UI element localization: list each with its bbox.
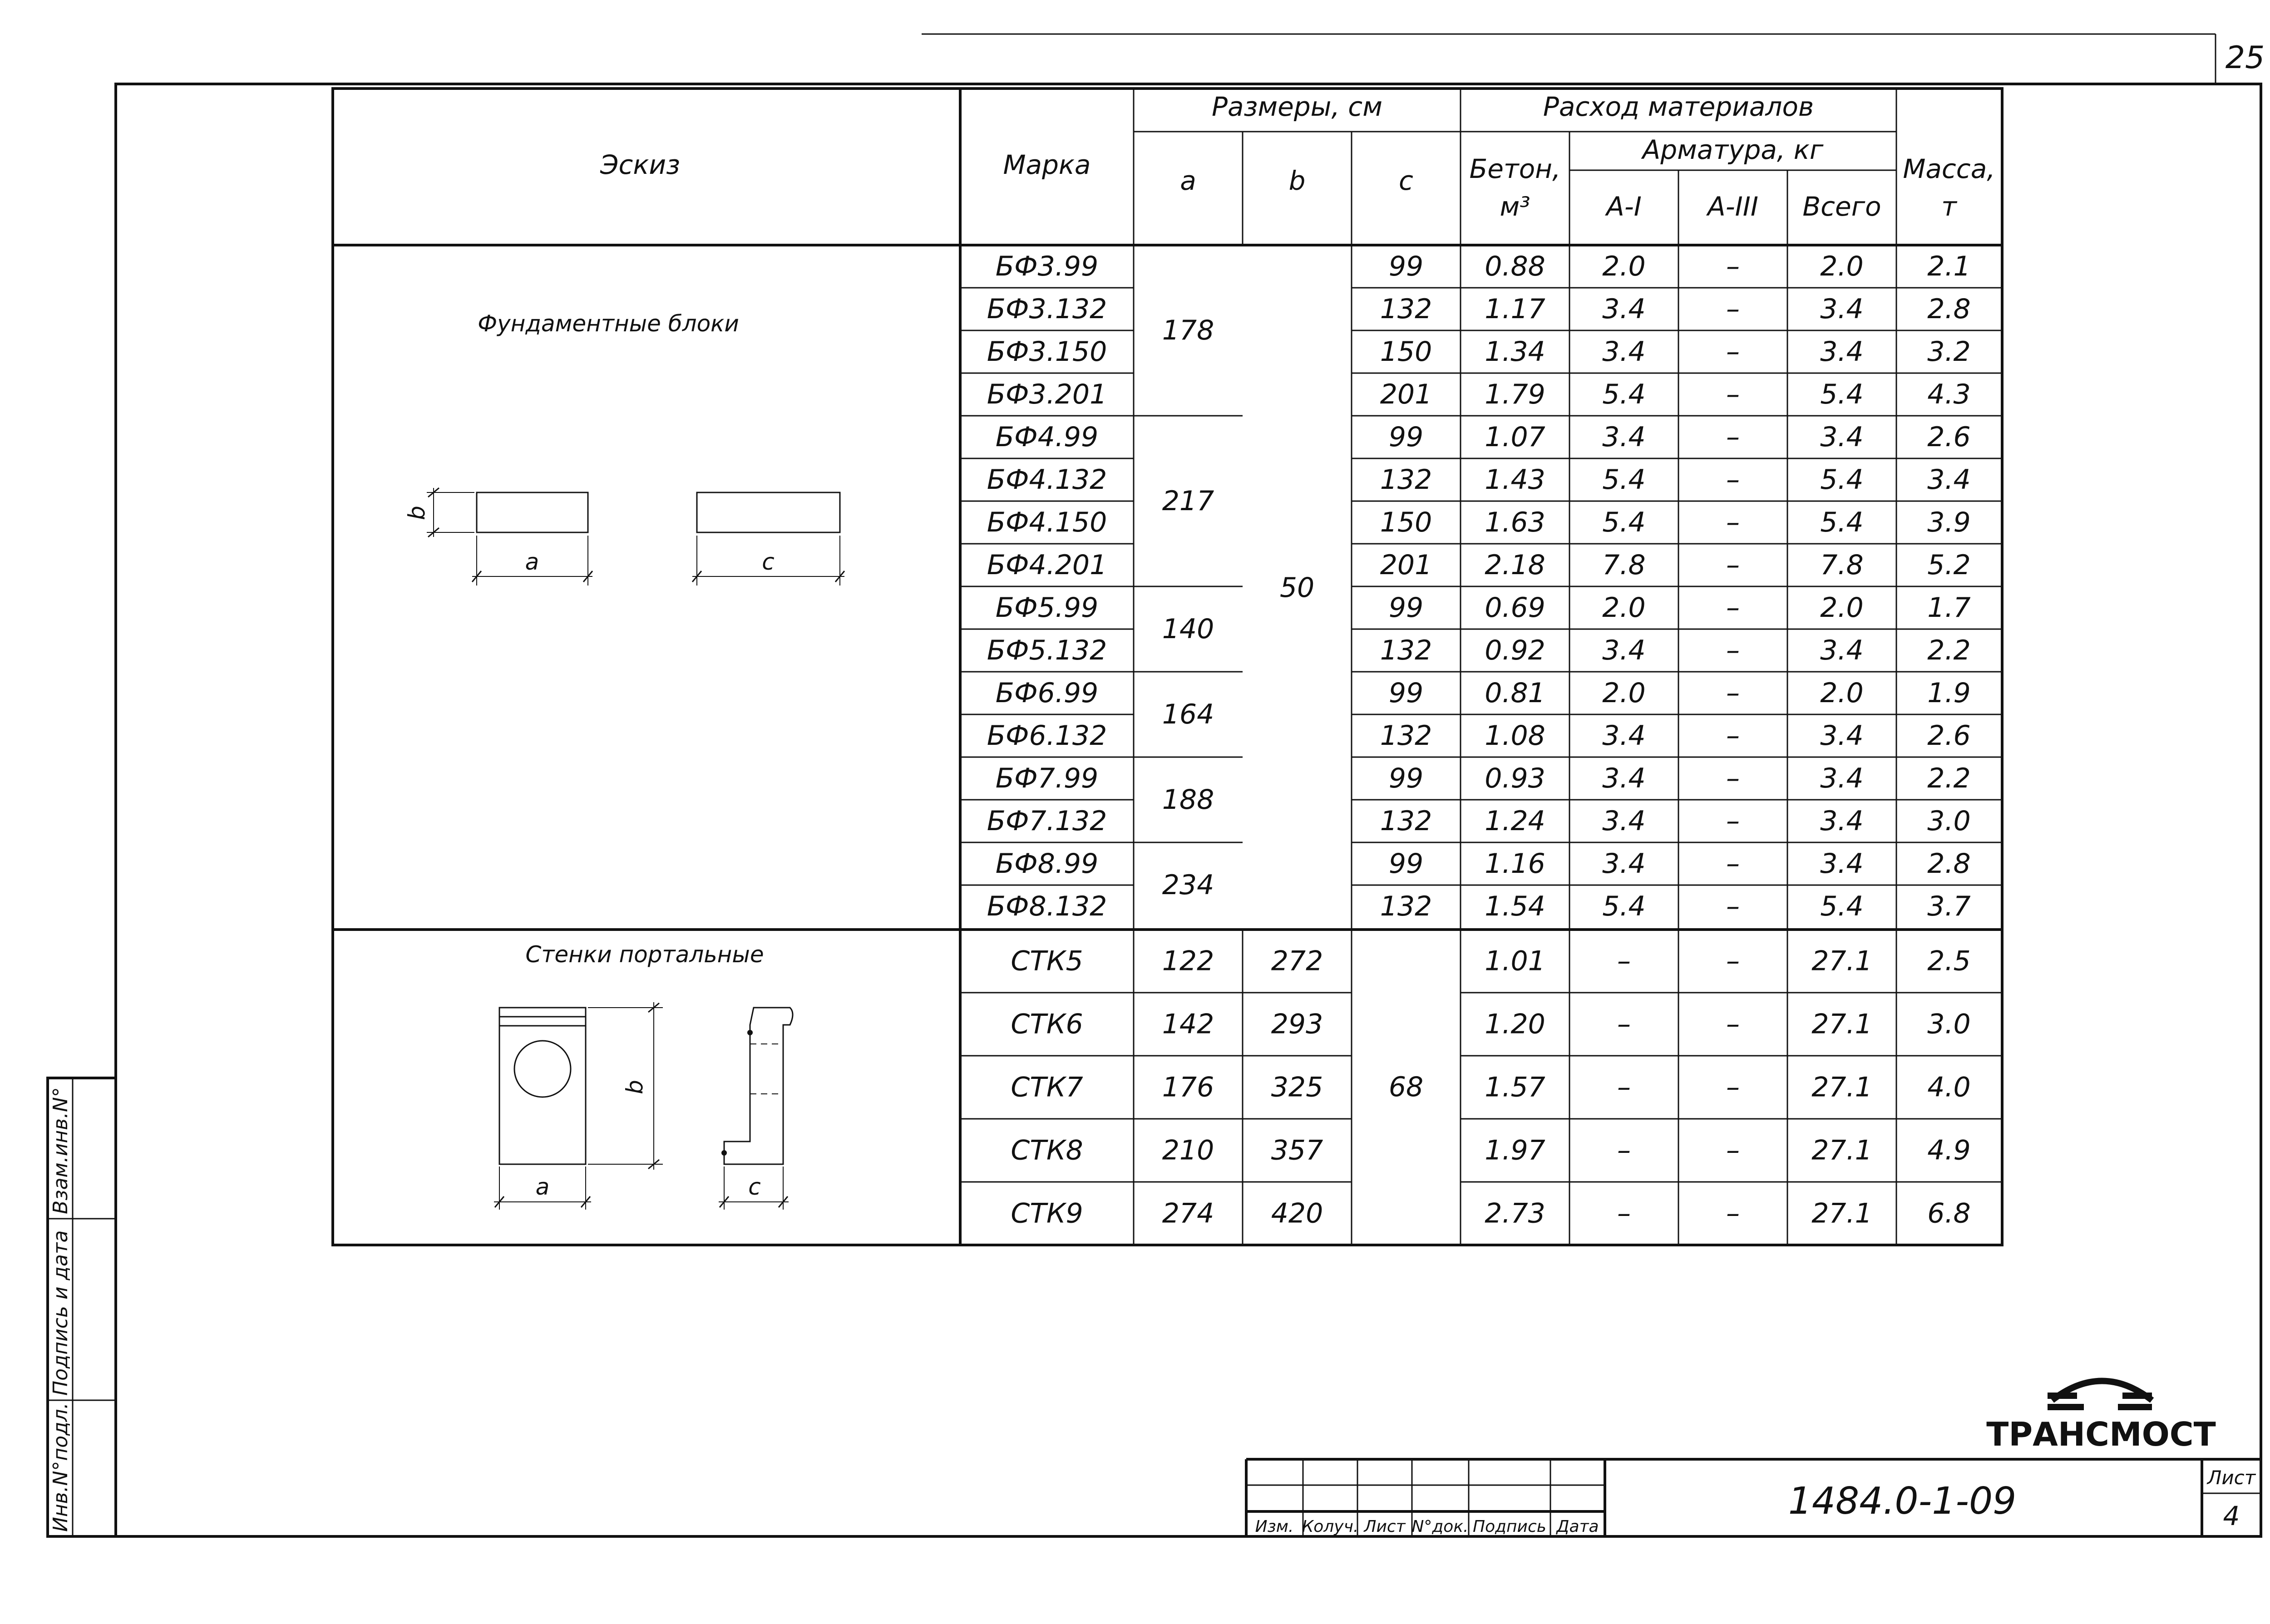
cell-concrete: 1.01 (1485, 945, 1545, 977)
cell-merged-a: 164 (1162, 699, 1214, 730)
cell-concrete: 0.81 (1485, 677, 1545, 709)
cell-mark: БФ7.99 (995, 763, 1099, 794)
cell-rebar-total: 5.4 (1820, 507, 1864, 538)
cell-rebar-a3: – (1726, 1134, 1740, 1166)
header-dimensions: Размеры, см (1212, 91, 1382, 122)
header-materials: Расход материалов (1543, 91, 1814, 122)
cell-rebar-a1: 3.4 (1602, 763, 1646, 794)
cell-rebar-a1: 5.4 (1602, 507, 1646, 538)
cell-mass: 2.5 (1927, 945, 1971, 977)
doc-code: 1484.0-1-09 (1788, 1480, 2017, 1523)
cell-rebar-total: 3.4 (1820, 336, 1864, 368)
cell-concrete: 1.17 (1485, 293, 1545, 325)
cell-dim-c: 99 (1388, 763, 1424, 794)
sketch-foundation-block-ab (404, 488, 592, 586)
sketch-portal-wall-front (494, 1002, 663, 1210)
cell-mass: 1.7 (1927, 592, 1971, 624)
cell-rebar-total: 27.1 (1811, 1134, 1872, 1166)
cell-dim-c: 99 (1388, 677, 1424, 709)
cell-rebar-a3: – (1726, 379, 1740, 410)
cell-rebar-a3: – (1726, 891, 1740, 922)
cell-mark: БФ5.132 (987, 635, 1107, 666)
pipe-opening (514, 1041, 571, 1097)
cell-mass: 3.0 (1927, 1008, 1971, 1040)
cell-concrete: 1.79 (1485, 379, 1545, 410)
cell-rebar-a1: 3.4 (1602, 336, 1646, 368)
cell-mark: БФ3.201 (987, 379, 1107, 410)
cell-rebar-total: 3.4 (1820, 848, 1864, 880)
cell-mass: 3.2 (1927, 336, 1971, 368)
cell-concrete: 0.92 (1485, 635, 1545, 666)
cell-dim-c: 132 (1380, 720, 1432, 752)
cell-concrete: 1.16 (1485, 848, 1545, 880)
cell-merged-a: 234 (1162, 869, 1214, 901)
cell-merged-a: 140 (1162, 613, 1214, 645)
cell-rebar-a3: – (1726, 293, 1740, 325)
cell-mass: 3.4 (1927, 464, 1971, 496)
header-mass: Масса, (1903, 153, 1995, 184)
cell-concrete: 0.93 (1485, 763, 1545, 794)
cell-mass: 6.8 (1927, 1197, 1971, 1230)
merged-b-foundation: 50 (1279, 572, 1315, 604)
cell-dim-c: 132 (1380, 891, 1432, 922)
cell-rebar-a3: – (1726, 549, 1740, 581)
cell-rebar-total: 5.4 (1820, 891, 1864, 922)
cell-rebar-a3: – (1726, 336, 1740, 368)
cell-rebar-total: 5.4 (1820, 379, 1864, 410)
cell-mass: 3.7 (1927, 891, 1971, 922)
cell-concrete: 1.08 (1485, 720, 1545, 752)
cell-mass: 3.9 (1927, 507, 1971, 538)
cell-rebar-a1: – (1617, 1008, 1631, 1040)
cell-merged-a: 178 (1162, 315, 1214, 346)
cell-mark: БФ4.132 (987, 464, 1107, 496)
cell-rebar-total: 3.4 (1820, 421, 1864, 453)
cell-concrete: 1.07 (1485, 421, 1545, 453)
cell-merged-a: 217 (1162, 485, 1214, 517)
cell-rebar-total: 2.0 (1820, 251, 1864, 282)
label-c: c (762, 549, 775, 575)
header-rebar-a3: А-III (1707, 191, 1758, 222)
cell-rebar-a1: 5.4 (1602, 464, 1646, 496)
cell-mass: 5.2 (1927, 549, 1971, 581)
cell-rebar-total: 27.1 (1811, 1197, 1872, 1230)
cell-rebar-a3: – (1726, 848, 1740, 880)
cell-rebar-a1: 5.4 (1602, 379, 1646, 410)
cell-dim-c: 132 (1380, 635, 1432, 666)
sheet-label: Лист (2207, 1467, 2256, 1489)
header-rebar-total: Всего (1802, 191, 1881, 222)
cell-rebar-a3: – (1726, 1071, 1740, 1103)
side-stamp-inv-label: Инв.N°подл. (49, 1403, 72, 1532)
cell-mass: 4.0 (1927, 1071, 1971, 1103)
cell-dim-a: 122 (1162, 945, 1214, 977)
cell-mass: 2.6 (1927, 421, 1971, 453)
cell-rebar-a1: – (1617, 1071, 1631, 1103)
cell-rebar-a3: – (1726, 635, 1740, 666)
cell-concrete: 1.63 (1485, 507, 1545, 538)
cell-mass: 4.3 (1927, 379, 1971, 410)
cell-mark: БФ3.150 (987, 336, 1107, 368)
cell-rebar-a3: – (1726, 1008, 1740, 1040)
wall-profile-outline (724, 1008, 793, 1164)
header-dim-a: a (1180, 165, 1196, 196)
cell-dim-c: 132 (1380, 293, 1432, 325)
cell-dim-c: 99 (1388, 848, 1424, 880)
cell-mark: СТК5 (1011, 945, 1083, 977)
cell-mass: 2.8 (1927, 293, 1971, 325)
cell-rebar-total: 3.4 (1820, 720, 1864, 752)
cell-dim-c: 201 (1380, 549, 1432, 581)
cell-mark: БФ4.99 (995, 421, 1099, 453)
cell-concrete: 2.18 (1485, 549, 1545, 581)
cell-mark: БФ3.99 (995, 251, 1099, 282)
cell-mark: СТК9 (1011, 1197, 1083, 1230)
cell-rebar-a1: 2.0 (1602, 677, 1646, 709)
cell-dim-c: 132 (1380, 464, 1432, 496)
sketch-foundation-block-c (692, 492, 844, 586)
cell-rebar-a3: – (1726, 421, 1740, 453)
cell-concrete: 0.69 (1485, 592, 1545, 624)
cell-mark: БФ7.132 (987, 805, 1107, 837)
cell-rebar-a3: – (1726, 507, 1740, 538)
title-block (1246, 1459, 2261, 1536)
cell-mark: БФ6.99 (995, 677, 1099, 709)
cell-dim-a: 142 (1162, 1008, 1214, 1040)
cell-rebar-a3: – (1726, 1197, 1740, 1230)
block-outline (697, 492, 840, 532)
cell-dim-a: 176 (1162, 1071, 1214, 1103)
cell-mass: 1.9 (1927, 677, 1971, 709)
cell-mark: БФ8.99 (995, 848, 1099, 880)
cell-rebar-total: 27.1 (1811, 945, 1872, 977)
logo-text: ТРАНСМОСТ (1986, 1415, 2216, 1453)
cell-mass: 3.0 (1927, 805, 1971, 837)
cell-mark: СТК6 (1011, 1008, 1083, 1040)
cell-rebar-total: 3.4 (1820, 805, 1864, 837)
merged-c-portal: 68 (1388, 1071, 1424, 1103)
sketch-portal-wall-profile (719, 1008, 793, 1210)
cell-rebar-a3: – (1726, 464, 1740, 496)
label-b: b (404, 506, 430, 520)
cell-rebar-a3: – (1726, 945, 1740, 977)
cell-concrete: 2.73 (1485, 1197, 1545, 1230)
cell-rebar-total: 3.4 (1820, 293, 1864, 325)
cell-dim-b: 357 (1271, 1134, 1323, 1166)
cell-dim-c: 150 (1380, 336, 1432, 368)
cell-dim-b: 325 (1271, 1071, 1323, 1103)
cell-rebar-a3: – (1726, 763, 1740, 794)
cell-concrete: 1.43 (1485, 464, 1545, 496)
cell-dim-c: 201 (1380, 379, 1432, 410)
cell-rebar-total: 5.4 (1820, 464, 1864, 496)
cell-rebar-a1: 2.0 (1602, 592, 1646, 624)
cell-mass: 2.2 (1927, 763, 1971, 794)
side-stamp (48, 1078, 116, 1536)
cell-rebar-total: 3.4 (1820, 763, 1864, 794)
cell-concrete: 0.88 (1485, 251, 1545, 282)
cell-mark: БФ4.150 (987, 507, 1107, 538)
block-outline (477, 492, 588, 532)
cell-rebar-a1: – (1617, 1197, 1631, 1230)
header-mass-unit: т (1941, 191, 1957, 222)
cell-dim-b: 420 (1271, 1197, 1323, 1230)
tb-col-izm: Изм. (1255, 1517, 1294, 1536)
tb-col-podpis: Подпись (1473, 1517, 1546, 1536)
header-dim-b: b (1288, 165, 1306, 196)
label-b: b (622, 1080, 648, 1094)
tb-col-list: Лист (1364, 1517, 1406, 1536)
cell-rebar-a3: – (1726, 720, 1740, 752)
cell-mark: СТК8 (1011, 1134, 1083, 1166)
cell-mass: 2.6 (1927, 720, 1971, 752)
cell-mass: 2.2 (1927, 635, 1971, 666)
cell-mark: БФ3.132 (987, 293, 1107, 325)
cell-dim-a: 210 (1162, 1134, 1214, 1166)
header-mark: Марка (1003, 149, 1091, 180)
page-number: 25 (2225, 40, 2265, 76)
transmost-logo (1986, 1381, 2216, 1454)
cell-rebar-a3: – (1726, 251, 1740, 282)
cell-concrete: 1.54 (1485, 891, 1545, 922)
cell-dim-c: 99 (1388, 251, 1424, 282)
table-cells (987, 251, 1971, 1230)
cell-rebar-total: 2.0 (1820, 592, 1864, 624)
cell-rebar-a1: 3.4 (1602, 421, 1646, 453)
cell-mass: 2.8 (1927, 848, 1971, 880)
cell-rebar-a1: 3.4 (1602, 805, 1646, 837)
cell-mass: 4.9 (1927, 1134, 1971, 1166)
anchor-mark (721, 1150, 727, 1156)
cell-concrete: 1.97 (1485, 1134, 1545, 1166)
cell-rebar-a3: – (1726, 592, 1740, 624)
cell-concrete: 1.57 (1485, 1071, 1545, 1103)
cell-rebar-a1: 2.0 (1602, 251, 1646, 282)
cell-rebar-a1: – (1617, 945, 1631, 977)
cell-merged-a: 188 (1162, 784, 1214, 816)
cell-mass: 2.1 (1927, 251, 1971, 282)
cell-dim-c: 150 (1380, 507, 1432, 538)
cell-rebar-total: 3.4 (1820, 635, 1864, 666)
cell-dim-b: 272 (1271, 945, 1323, 977)
tb-col-ndok: N°док. (1411, 1517, 1469, 1536)
sheet-number: 4 (2223, 1501, 2240, 1531)
header-concrete: Бетон, (1469, 153, 1561, 184)
header-rebar: Арматура, кг (1642, 134, 1824, 165)
cell-rebar-a3: – (1726, 805, 1740, 837)
cell-dim-c: 99 (1388, 592, 1424, 624)
cell-mark: СТК7 (1011, 1071, 1083, 1103)
tb-col-koluch: Колуч. (1302, 1517, 1359, 1536)
side-stamp-replace-label: Взам.инв.N° (49, 1087, 72, 1214)
cell-rebar-a1: 3.4 (1602, 635, 1646, 666)
cell-mark: БФ8.132 (987, 891, 1107, 922)
cell-rebar-a1: 3.4 (1602, 848, 1646, 880)
cell-dim-c: 132 (1380, 805, 1432, 837)
header-dim-c: c (1399, 165, 1413, 196)
cell-dim-b: 293 (1271, 1008, 1323, 1040)
header-concrete-unit: м³ (1500, 191, 1530, 222)
cell-rebar-total: 2.0 (1820, 677, 1864, 709)
label-a: a (535, 1174, 550, 1200)
cell-rebar-total: 27.1 (1811, 1008, 1872, 1040)
group-title-foundation: Фундаментные блоки (478, 310, 739, 337)
cell-mark: БФ6.132 (987, 720, 1107, 752)
cell-dim-a: 274 (1162, 1197, 1214, 1230)
header-sketch: Эскиз (600, 149, 680, 180)
wall-outline (499, 1008, 586, 1164)
cell-rebar-a1: 3.4 (1602, 720, 1646, 752)
anchor-mark (747, 1030, 753, 1035)
cell-concrete: 1.20 (1485, 1008, 1545, 1040)
cell-rebar-a1: 5.4 (1602, 891, 1646, 922)
cell-dim-c: 99 (1388, 421, 1424, 453)
tb-col-data: Дата (1556, 1517, 1599, 1536)
cell-mark: БФ5.99 (995, 592, 1099, 624)
header-rebar-a1: А-I (1606, 191, 1642, 222)
cell-rebar-total: 7.8 (1820, 549, 1864, 581)
label-c: c (748, 1174, 761, 1200)
cell-rebar-a1: – (1617, 1134, 1631, 1166)
label-a: a (525, 549, 539, 575)
cell-concrete: 1.24 (1485, 805, 1545, 837)
group-title-portal-walls: Стенки портальные (525, 941, 764, 968)
cell-rebar-a1: 3.4 (1602, 293, 1646, 325)
cell-rebar-a1: 7.8 (1602, 549, 1646, 581)
cell-rebar-total: 27.1 (1811, 1071, 1872, 1103)
cell-mark: БФ4.201 (987, 549, 1107, 581)
cell-concrete: 1.34 (1485, 336, 1545, 368)
side-stamp-sign-label: Подпись и дата (49, 1230, 72, 1396)
cell-rebar-a3: – (1726, 677, 1740, 709)
